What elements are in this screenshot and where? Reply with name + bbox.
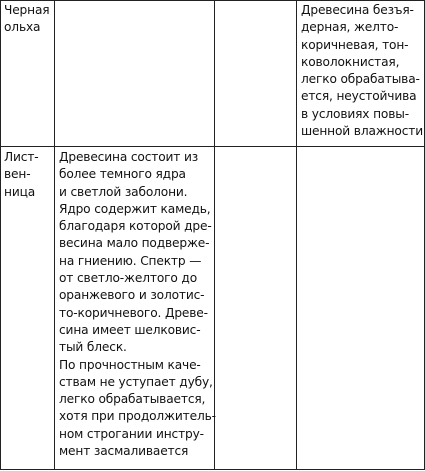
description-line: ном строгании инстру- (59, 426, 204, 441)
description-line: более темного ядра (59, 167, 186, 182)
properties-line: легко обрабатыва- (301, 72, 420, 87)
properties-line: шенной влажности (301, 124, 424, 139)
description-line: на гниению. Спектр — (59, 253, 202, 268)
description-line: то-коричневого. Древе- (59, 305, 208, 320)
description-line: ствам не уступает дубу, (59, 374, 213, 389)
description-line: весина мало подверже- (59, 236, 210, 251)
description-line: оранжевого и золотис- (59, 288, 205, 303)
properties-line: коричневая, тон- (301, 37, 409, 52)
properties-line: ется, неустойчива (301, 89, 417, 104)
description-line: хотя при продолжитель- (59, 409, 216, 424)
species-name-line: Лист- (4, 150, 39, 164)
properties-line: коволокнистая, (301, 54, 400, 69)
table-border-top (0, 0, 425, 1)
description-line: и светлой заболони. (59, 184, 188, 199)
properties-line: Древесина безъя- (301, 3, 414, 17)
column-divider-1 (54, 0, 55, 470)
properties-line: в условиях повы- (301, 106, 409, 121)
species-name-line: ольха (4, 20, 41, 35)
description-line: от светло-желтого до (59, 271, 197, 286)
properties-line: дерная, желто- (301, 20, 399, 35)
description-line: Ядро содержит камедь, (59, 201, 211, 216)
description-line: По прочностным каче- (59, 357, 201, 372)
description-line: Древесина состоит из (59, 150, 199, 164)
species-name-line: ница (4, 184, 36, 199)
column-divider-3 (296, 0, 297, 470)
species-name-cell (4, 149, 39, 201)
description-line: легко обрабатывается, (59, 392, 206, 407)
description-line: тый блеск. (59, 340, 127, 355)
table-border-bottom (0, 469, 425, 470)
description-line: мент засмаливается (59, 444, 189, 459)
description-line: сина имеет шелковис- (59, 322, 201, 337)
species-name-cell (4, 2, 49, 37)
description-line: благодаря которой дре- (59, 219, 212, 234)
species-name-line: Черная (4, 3, 50, 17)
table-border-left (0, 0, 1, 470)
wood-properties-cell (301, 2, 423, 140)
species-name-line: вен- (4, 167, 31, 182)
row-divider (0, 146, 425, 147)
wood-description-cell (59, 149, 216, 460)
